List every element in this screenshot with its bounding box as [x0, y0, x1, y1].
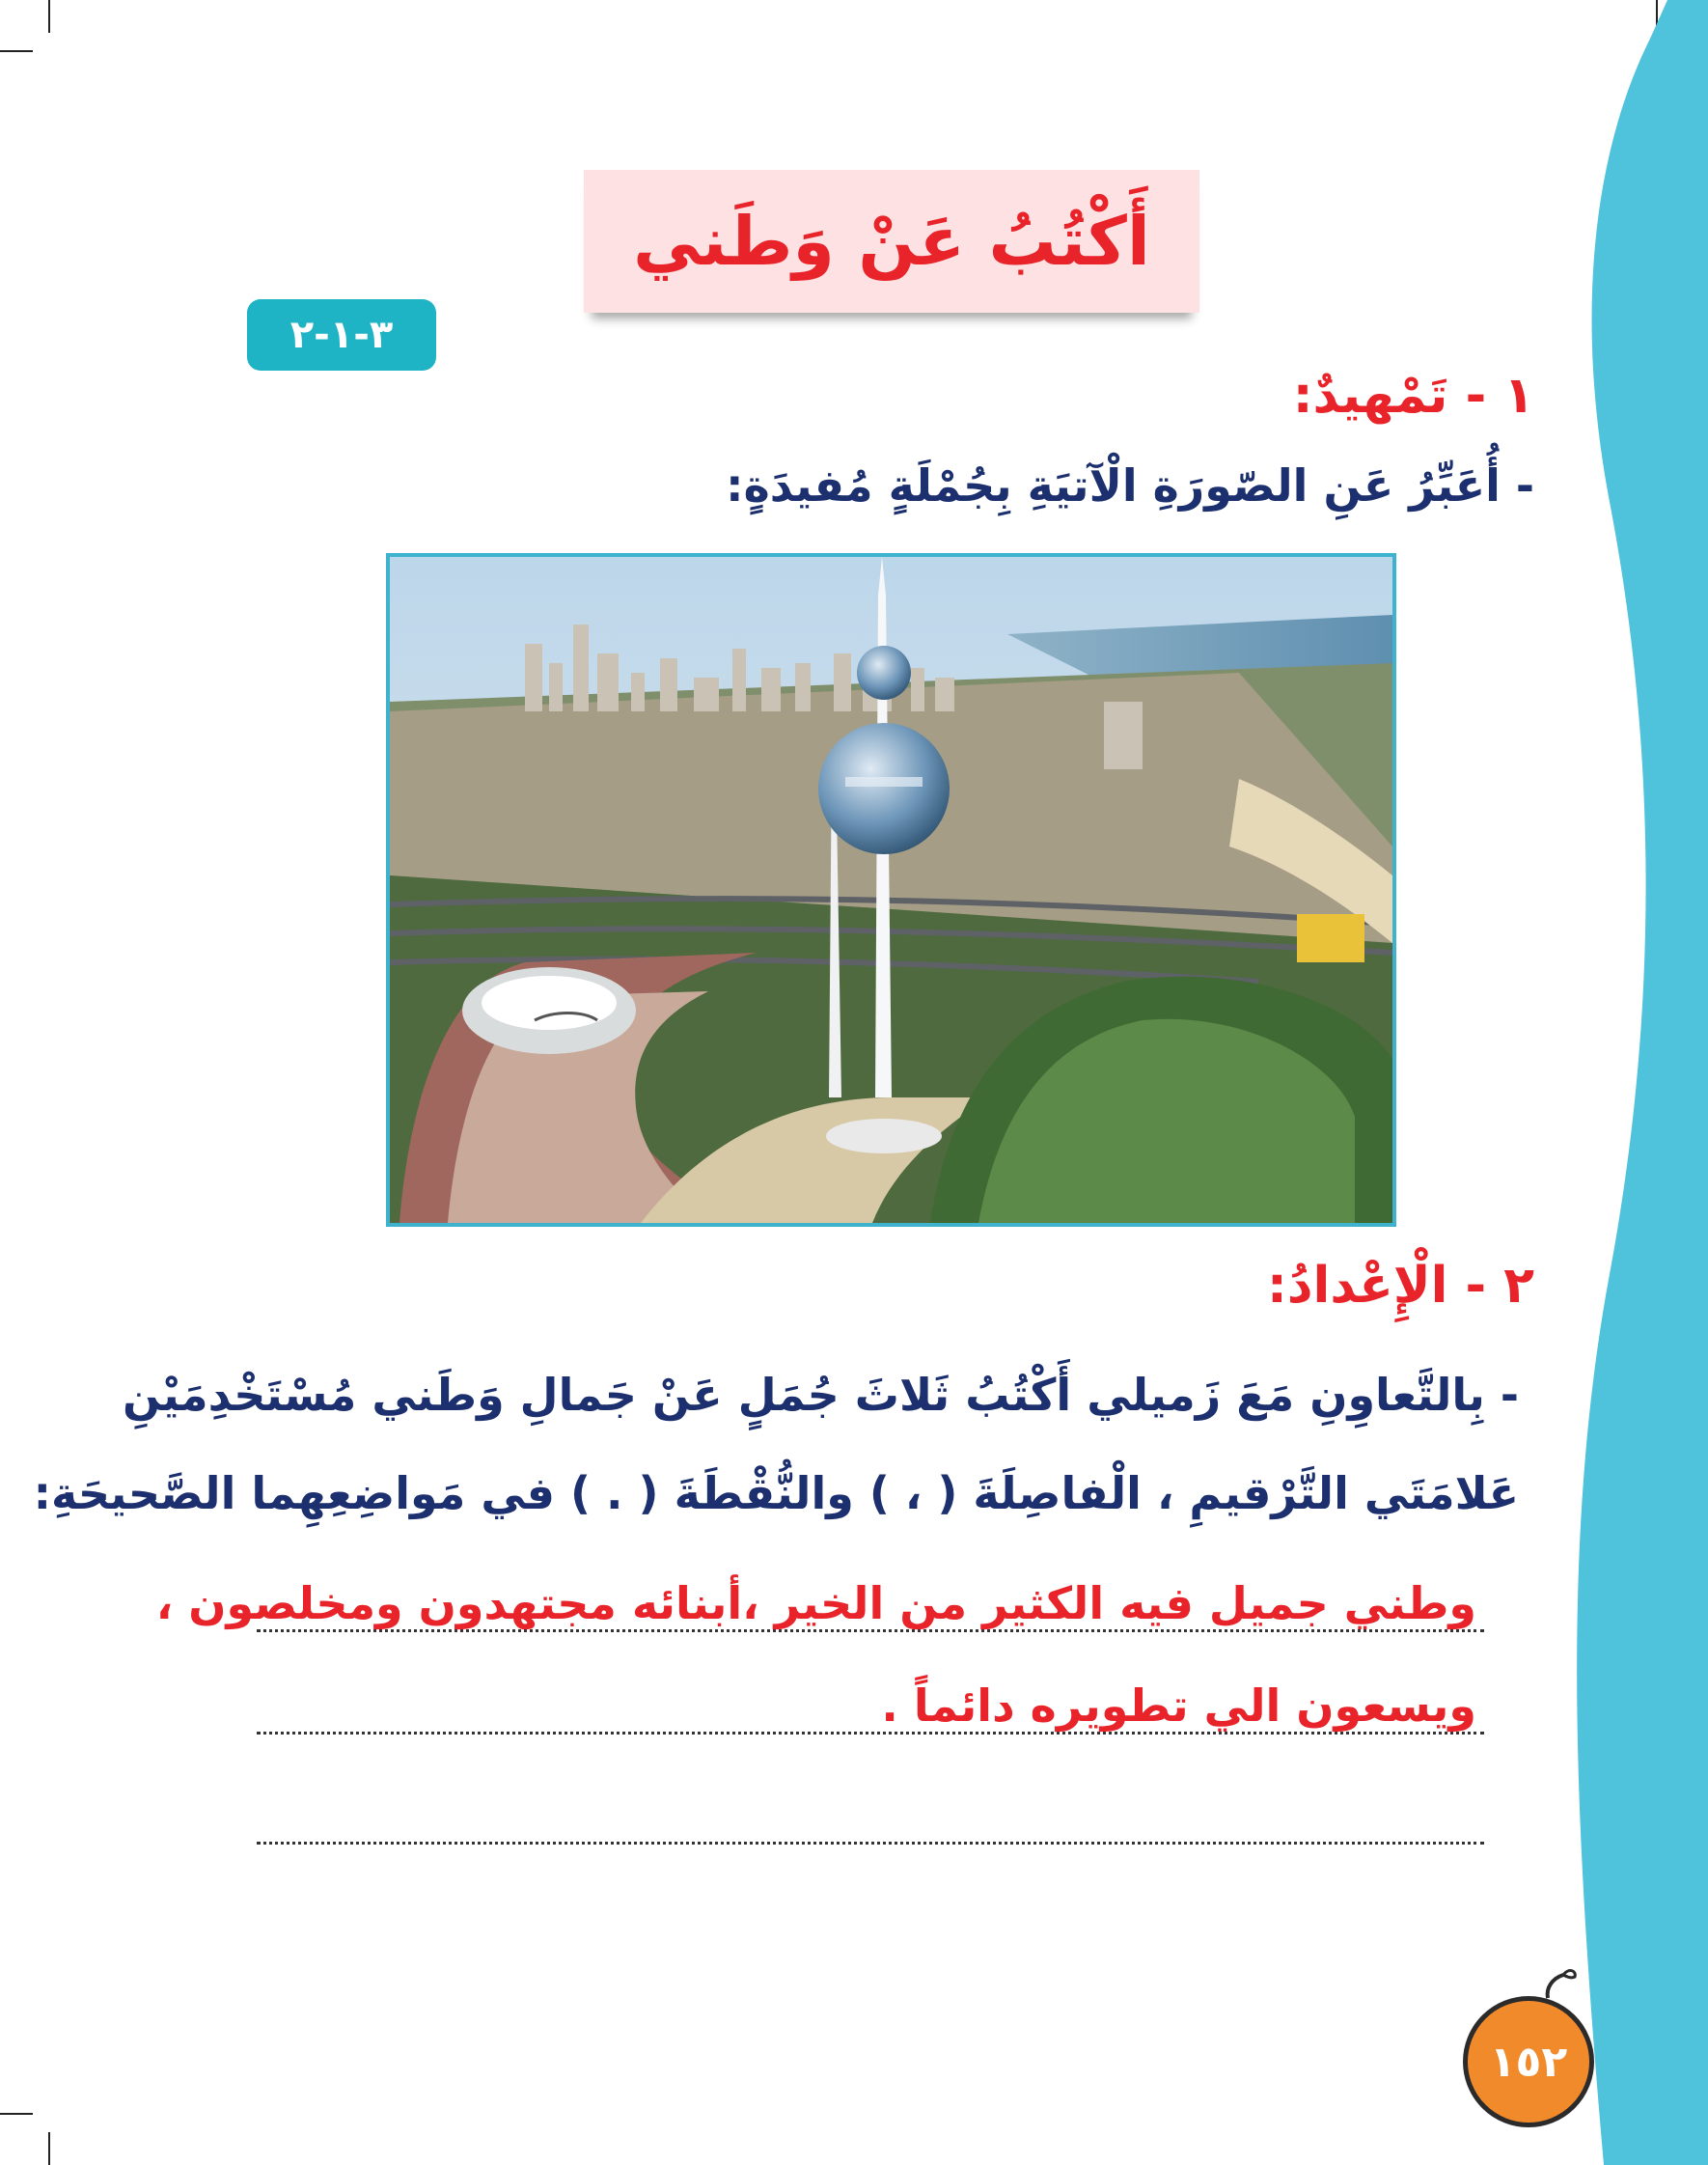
title-box: [584, 170, 1199, 313]
crop-mark: [0, 50, 33, 52]
side-decorative-band: [1554, 0, 1708, 2165]
answer-line-3: [257, 1842, 1484, 1845]
answer-line-1: [257, 1629, 1484, 1632]
apple-stem-icon: [1540, 1965, 1579, 2004]
lesson-code-badge: [247, 299, 436, 371]
section1-heading: ١ - تَمْهيدٌ:: [1292, 367, 1534, 425]
section2-instruction-line1: - بِالتَّعاوِنِ مَعَ زَميلي أَكْتُبُ ثَلاثَ جُمَلٍ عَنْ جَمالِ وَطَني مُسْتَخْدِمَيْنِ: [122, 1369, 1519, 1421]
kuwait-towers-photo: [386, 553, 1396, 1227]
answer-text-2: ويسعون الي تطويره دائماً .: [881, 1679, 1476, 1732]
section2-instruction-line2: عَلامَتَي التَّرْقيمِ ، الْفاصِلَةَ ( ، ) والنُّقْطَةَ ( . ) في مَواضِعِهِما الصَّحيحَةِ:: [33, 1467, 1519, 1519]
page-title: أَكْتُبُ عَنْ وَطَني: [633, 202, 1150, 281]
crop-mark: [48, 2132, 50, 2165]
answer-line-2: [257, 1732, 1484, 1735]
page-number: ١٥٢: [1489, 2037, 1568, 2087]
crop-mark: [48, 0, 50, 33]
kuwait-towers-illustration: [390, 557, 1392, 1223]
page-number-badge: [1463, 1996, 1594, 2127]
section2-heading: ٢ - الْإِعْدادُ:: [1267, 1257, 1534, 1315]
lesson-code: ٣-١-٢: [289, 313, 394, 357]
answer-text-1: وطني جميل فيه الكثير من الخير ،أبنائه مجتهدون ومخلصون ،: [155, 1577, 1476, 1629]
section1-instruction: - أُعَبِّرُ عَنِ الصّورَةِ الْآتيَةِ بِجُمْلَةٍ مُفيدَةٍ:: [726, 459, 1534, 512]
crop-mark: [0, 2113, 33, 2115]
